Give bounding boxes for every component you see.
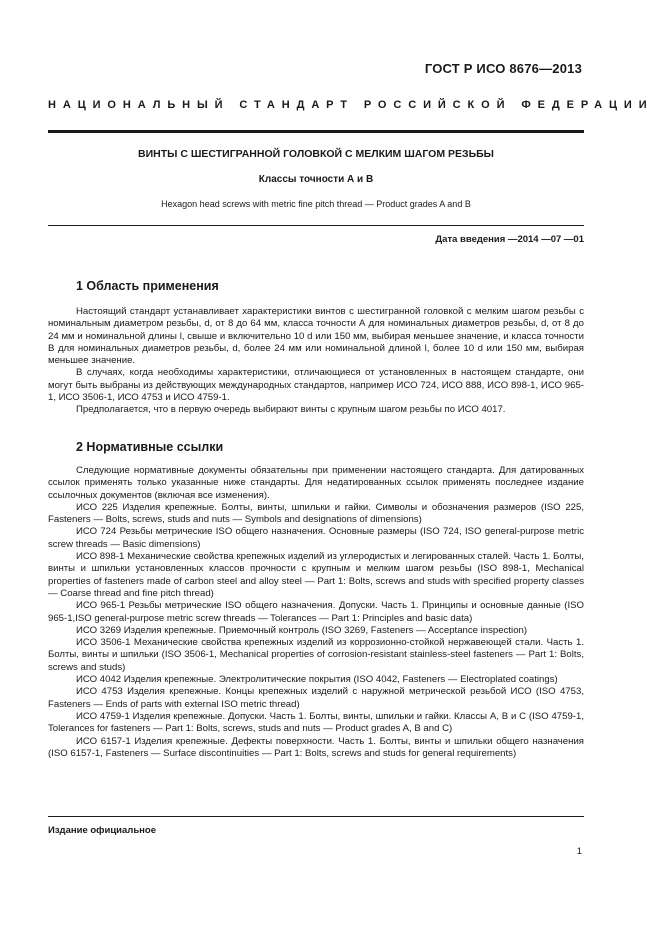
reference-item: ИСО 965-1 Резьбы метрические ISO общего назначения. Допуски. Часть 1. Принципы и основные данные (ISO 965-1,ISO general-purpose metric screw threads — Tolerances — Part 1: Principles and basic data) xyxy=(48,600,584,624)
section-2-body xyxy=(48,465,584,760)
reference-item: ИСО 6157-1 Изделия крепежные. Дефекты поверхности. Часть 1. Болты, винты и шпильки общего назначения (ISO 6157-1, Fasteners — Surface discontinuities — Part 1: Bolts, screws and studs for general requirements) xyxy=(48,735,584,759)
english-title: Hexagon head screws with metric fine pitch thread — Product grades A and B xyxy=(161,199,471,209)
reference-item: ИСО 3269 Изделия крепежные. Приемочный контроль (ISO 3269, Fasteners — Acceptance inspection) xyxy=(76,624,528,636)
national-standard-heading: НАЦИОНАЛЬНЫЙ СТАНДАРТ РОССИЙСКОЙ ФЕДЕРАЦИИ xyxy=(48,99,654,111)
document-title: ВИНТЫ С ШЕСТИГРАННОЙ ГОЛОВКОЙ С МЕЛКИМ ШАГОМ РЕЗЬБЫ xyxy=(138,148,494,160)
section-1-paragraph: В случаях, когда необходимы характеристики, отличающиеся от установленных в настоящем стандарте, они могут быть выбраны из действующих международных стандартов, например ИСО 724, ИСО 888, ИСО 898-1, ИСО 965-1, ИСО 3506-1, ИСО 4753 и ИСО 4759-1. xyxy=(48,367,584,404)
reference-item: ИСО 225 Изделия крепежные. Болты, винты, шпильки и гайки. Символы и обозначения размеров (ISO 225, Fasteners — Bolts, screws, studs and nuts — Symbols and designations of dimensions) xyxy=(48,501,584,526)
header-rule xyxy=(48,130,584,133)
section-2-heading: 2 Нормативные ссылки xyxy=(76,440,224,454)
reference-item: ИСО 3506-1 Механические свойства крепежных изделий из коррозионно-стойкой нержавеющей стали. Часть 1. Болты, винты и шпильки (ISO 3506-1, Mechanical properties of corrosion-resistant stainless-steel fasteners — Part 1: Bolts, screws and studs) xyxy=(48,637,584,673)
reference-item: ИСО 898-1 Механические свойства крепежных изделий из углеродистых и легированных сталей. Часть 1. Болты, винты и шпильки установленных классов прочности с крупным и мелким шагом резьбы (ISO 898-1, Mechanical properties of fasteners made of carbon steel and alloy steel — Part 1: Bolts, screws and studs with specified property classes — Coarse thread and fine pitch thread) xyxy=(48,551,584,599)
section-2-paragraph: Следующие нормативные документы обязательны при применении настоящего стандарта. Для датированных ссылок применять только указанные ниже стандарты. Для недатированных ссылок применять последнее издание ссылочных документов (включая все изменения). xyxy=(48,465,584,501)
introduction-date: Дата введения —2014 —07 —01 xyxy=(435,234,584,245)
section-1-body xyxy=(48,306,584,417)
section-1-heading: 1 Область применения xyxy=(76,279,219,293)
title-rule xyxy=(48,225,584,226)
page-number: 1 xyxy=(576,846,582,857)
reference-item: ИСО 4759-1 Изделия крепежные. Допуски. Часть 1. Болты, винты, шпильки и гайки. Классы А, В и С (ISO 4759-1, Tolerances for fasteners — Part 1: Bolts, screws, studs and nuts — Product grades A, B and C) xyxy=(48,710,584,735)
reference-item: ИСО 724 Резьбы метрические ISO общего назначения. Основные размеры (ISO 724, ISO general-purpose metric screw threads — Basic dimensions) xyxy=(48,526,584,550)
reference-item: ИСО 4042 Изделия крепежные. Электролитические покрытия (ISO 4042, Fasteners — Electroplated coatings) xyxy=(76,674,558,686)
reference-item: ИСО 4753 Изделия крепежные. Концы крепежных изделий с наружной метрической резьбой ИСО (ISO 4753, Fasteners — Ends of parts with external ISO metric thread) xyxy=(48,686,584,710)
document-subtitle: Классы точности А и В xyxy=(258,174,374,185)
official-edition-label: Издание официальное xyxy=(48,825,156,836)
footer-rule xyxy=(48,816,584,817)
section-1-paragraph: Настоящий стандарт устанавливает характеристики винтов с шестигранной головкой с мелким шагом резьбы с номинальным диаметром резьбы, d, от 8 до 64 мм, класса точности А для номинальных диаметров резьбы, d, от 8 до 24 мм и номинальной длины l, свыше и включительно 10 d или 150 мм, выбирая меньшее значение, и класса точности В для номинальных диаметров резьбы, d, более 24 мм или номинальной длиной l, более 10 d или 150 мм, выбирая меньшее значение. xyxy=(48,306,584,367)
standard-number: ГОСТ Р ИСО 8676—2013 xyxy=(424,61,582,76)
section-1-paragraph: Предполагается, что в первую очередь выбирают винты с крупным шагом резьбы по ИСО 4017. xyxy=(76,404,506,416)
